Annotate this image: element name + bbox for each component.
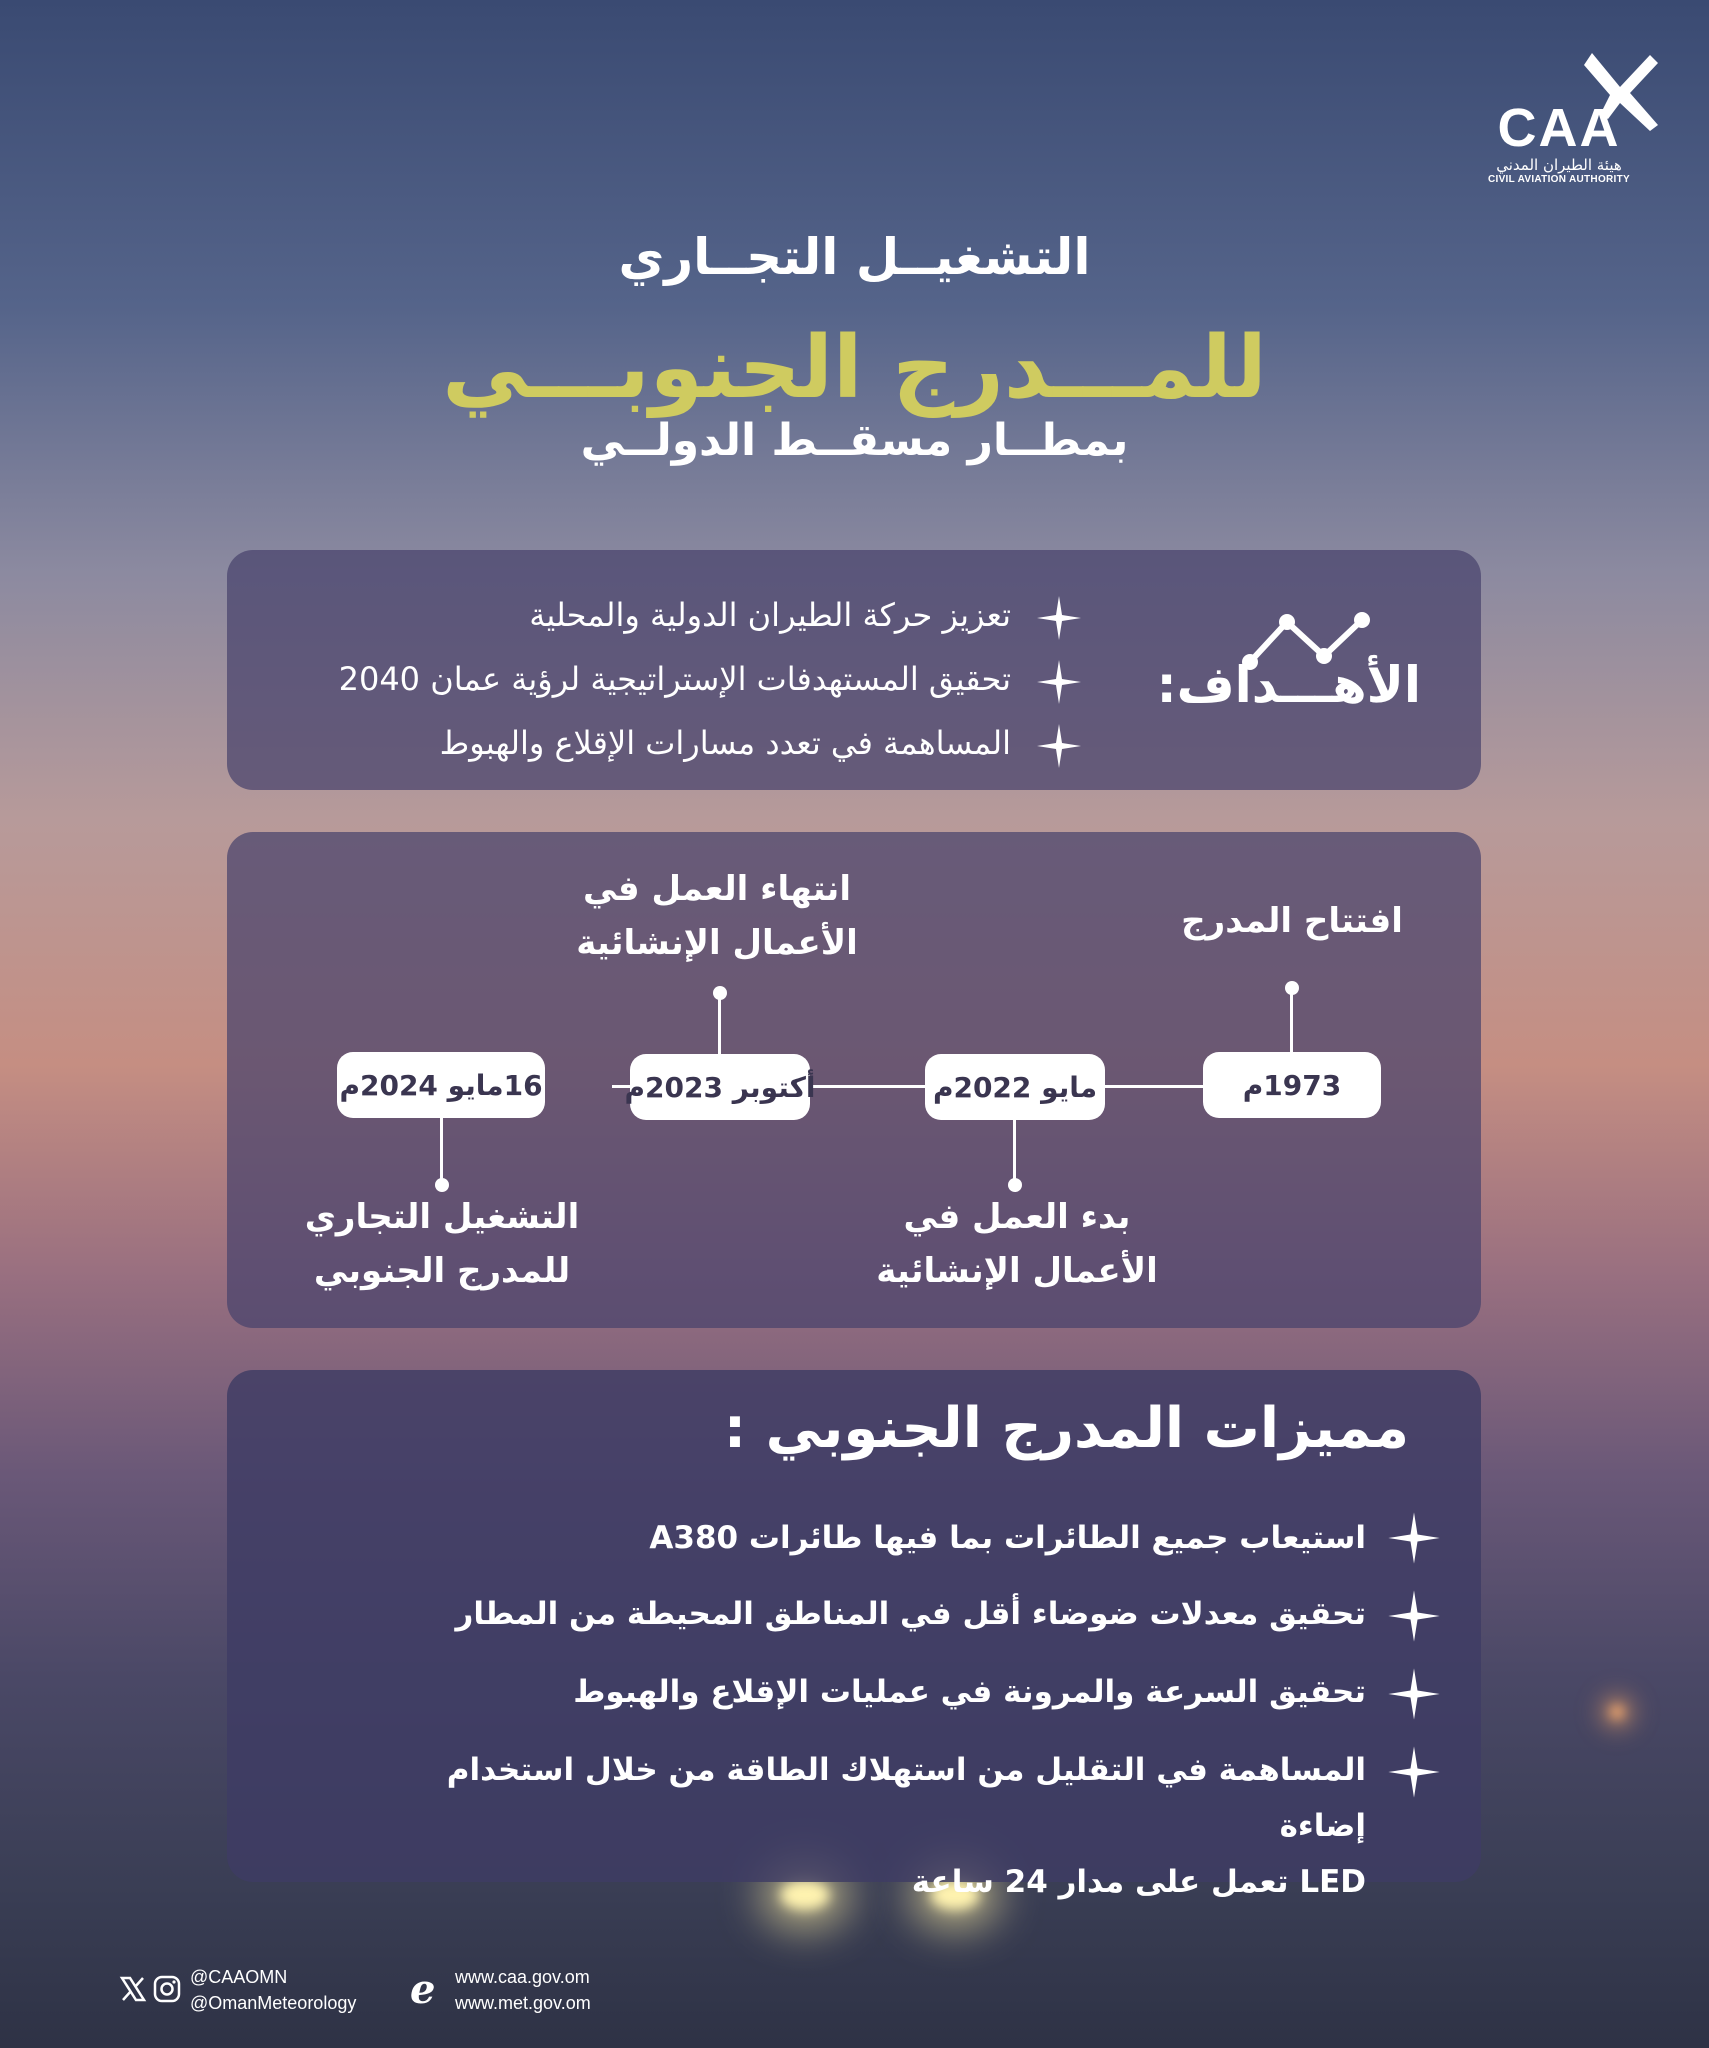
website-link[interactable]: www.caa.gov.om: [455, 1967, 590, 1987]
sparkle-icon: [1386, 1510, 1442, 1566]
instagram-icon[interactable]: [152, 1974, 182, 2004]
sparkle-icon: [1386, 1588, 1442, 1644]
social-handle[interactable]: @CAAOMN: [190, 1967, 288, 1987]
logo-english-name: CIVIL AVIATION AUTHORITY: [1487, 174, 1630, 185]
features-panel: [227, 1370, 1481, 1900]
feature-item: [366, 1586, 1366, 1642]
feature-line: LED تعمل على مدار 24 ساعة: [911, 1864, 1366, 1900]
title-line-3: بمطــار مسقــط الدولــي: [580, 415, 1129, 466]
goals-panel: [227, 550, 1481, 790]
title-line-2: للمـــدرج الجنوبـــي: [442, 318, 1267, 418]
timeline-date-oct-2023: أكتوبر 2023م: [630, 1054, 810, 1120]
timeline-date-may-2024: 16مايو 2024م: [337, 1052, 545, 1118]
feature-line: تحقيق معدلات ضوضاء أقل في المناطق المحيطة من المطار: [455, 1596, 1366, 1632]
label-line: للمدرج الجنوبي: [313, 1251, 571, 1291]
logo-brand: CAA: [1497, 98, 1621, 158]
label-line: بدء العمل في: [903, 1197, 1131, 1237]
goal-item: المساهمة في تعدد مسارات الإقلاع والهبوط: [439, 724, 1011, 762]
websites: [455, 1964, 591, 2016]
timeline-date-may-2022: مايو 2022م: [925, 1054, 1105, 1120]
goals-title: الأهـــداف:: [1156, 656, 1421, 714]
x-icon[interactable]: [118, 1974, 148, 2004]
timeline-label: [267, 1190, 617, 1298]
timeline-connector: [1290, 988, 1293, 1052]
feature-line: المساهمة في التقليل من استهلاك الطاقة من خلال استخدام إضاءة: [446, 1752, 1366, 1844]
feature-item: [366, 1510, 1366, 1566]
timeline-label: [547, 862, 887, 970]
sparkle-icon: [1035, 722, 1083, 770]
timeline-dot: [1285, 981, 1299, 995]
goal-item: تحقيق المستهدفات الإستراتيجية لرؤية عمان 2040: [338, 660, 1011, 698]
label-line: التشغيل التجاري: [304, 1197, 580, 1237]
feature-line: تحقيق السرعة والمرونة في عمليات الإقلاع والهبوط: [573, 1674, 1366, 1710]
feature-item: [366, 1742, 1366, 1910]
timeline-date-1973: 1973م: [1203, 1052, 1381, 1118]
title-line-1: التشغيــل التجــاري: [618, 228, 1091, 286]
social-handle[interactable]: @OmanMeteorology: [190, 1993, 357, 2013]
feature-line: استيعاب جميع الطائرات بما فيها طائرات A380: [649, 1520, 1366, 1556]
sparkle-icon: [1386, 1666, 1442, 1722]
feature-item: [366, 1664, 1366, 1720]
timeline-connector: [718, 992, 721, 1054]
sparkle-icon: [1035, 594, 1083, 642]
sparkle-icon: [1035, 658, 1083, 706]
goal-item: تعزيز حركة الطيران الدولية والمحلية: [529, 596, 1011, 634]
logo-arabic-name: هيئة الطيران المدني: [1496, 156, 1622, 174]
label-line: الأعمال الإنشائية: [576, 923, 858, 963]
label-line: الأعمال الإنشائية: [876, 1251, 1158, 1291]
timeline-label: [1147, 894, 1437, 948]
features-title: مميزات المدرج الجنوبي :: [723, 1396, 1409, 1461]
timeline-dot: [713, 986, 727, 1000]
timeline-connector: [1013, 1120, 1016, 1184]
sparkle-icon: [1386, 1744, 1442, 1800]
label-line: انتهاء العمل في: [583, 869, 851, 909]
timeline-connector: [440, 1118, 443, 1184]
browser-icon[interactable]: e: [410, 1966, 436, 2013]
social-handles: [190, 1964, 356, 2016]
timeline-label: [847, 1190, 1187, 1298]
timeline-panel: [227, 832, 1481, 1328]
website-link[interactable]: www.met.gov.om: [455, 1993, 591, 2013]
label-line: افتتاح المدرج: [1181, 901, 1403, 941]
